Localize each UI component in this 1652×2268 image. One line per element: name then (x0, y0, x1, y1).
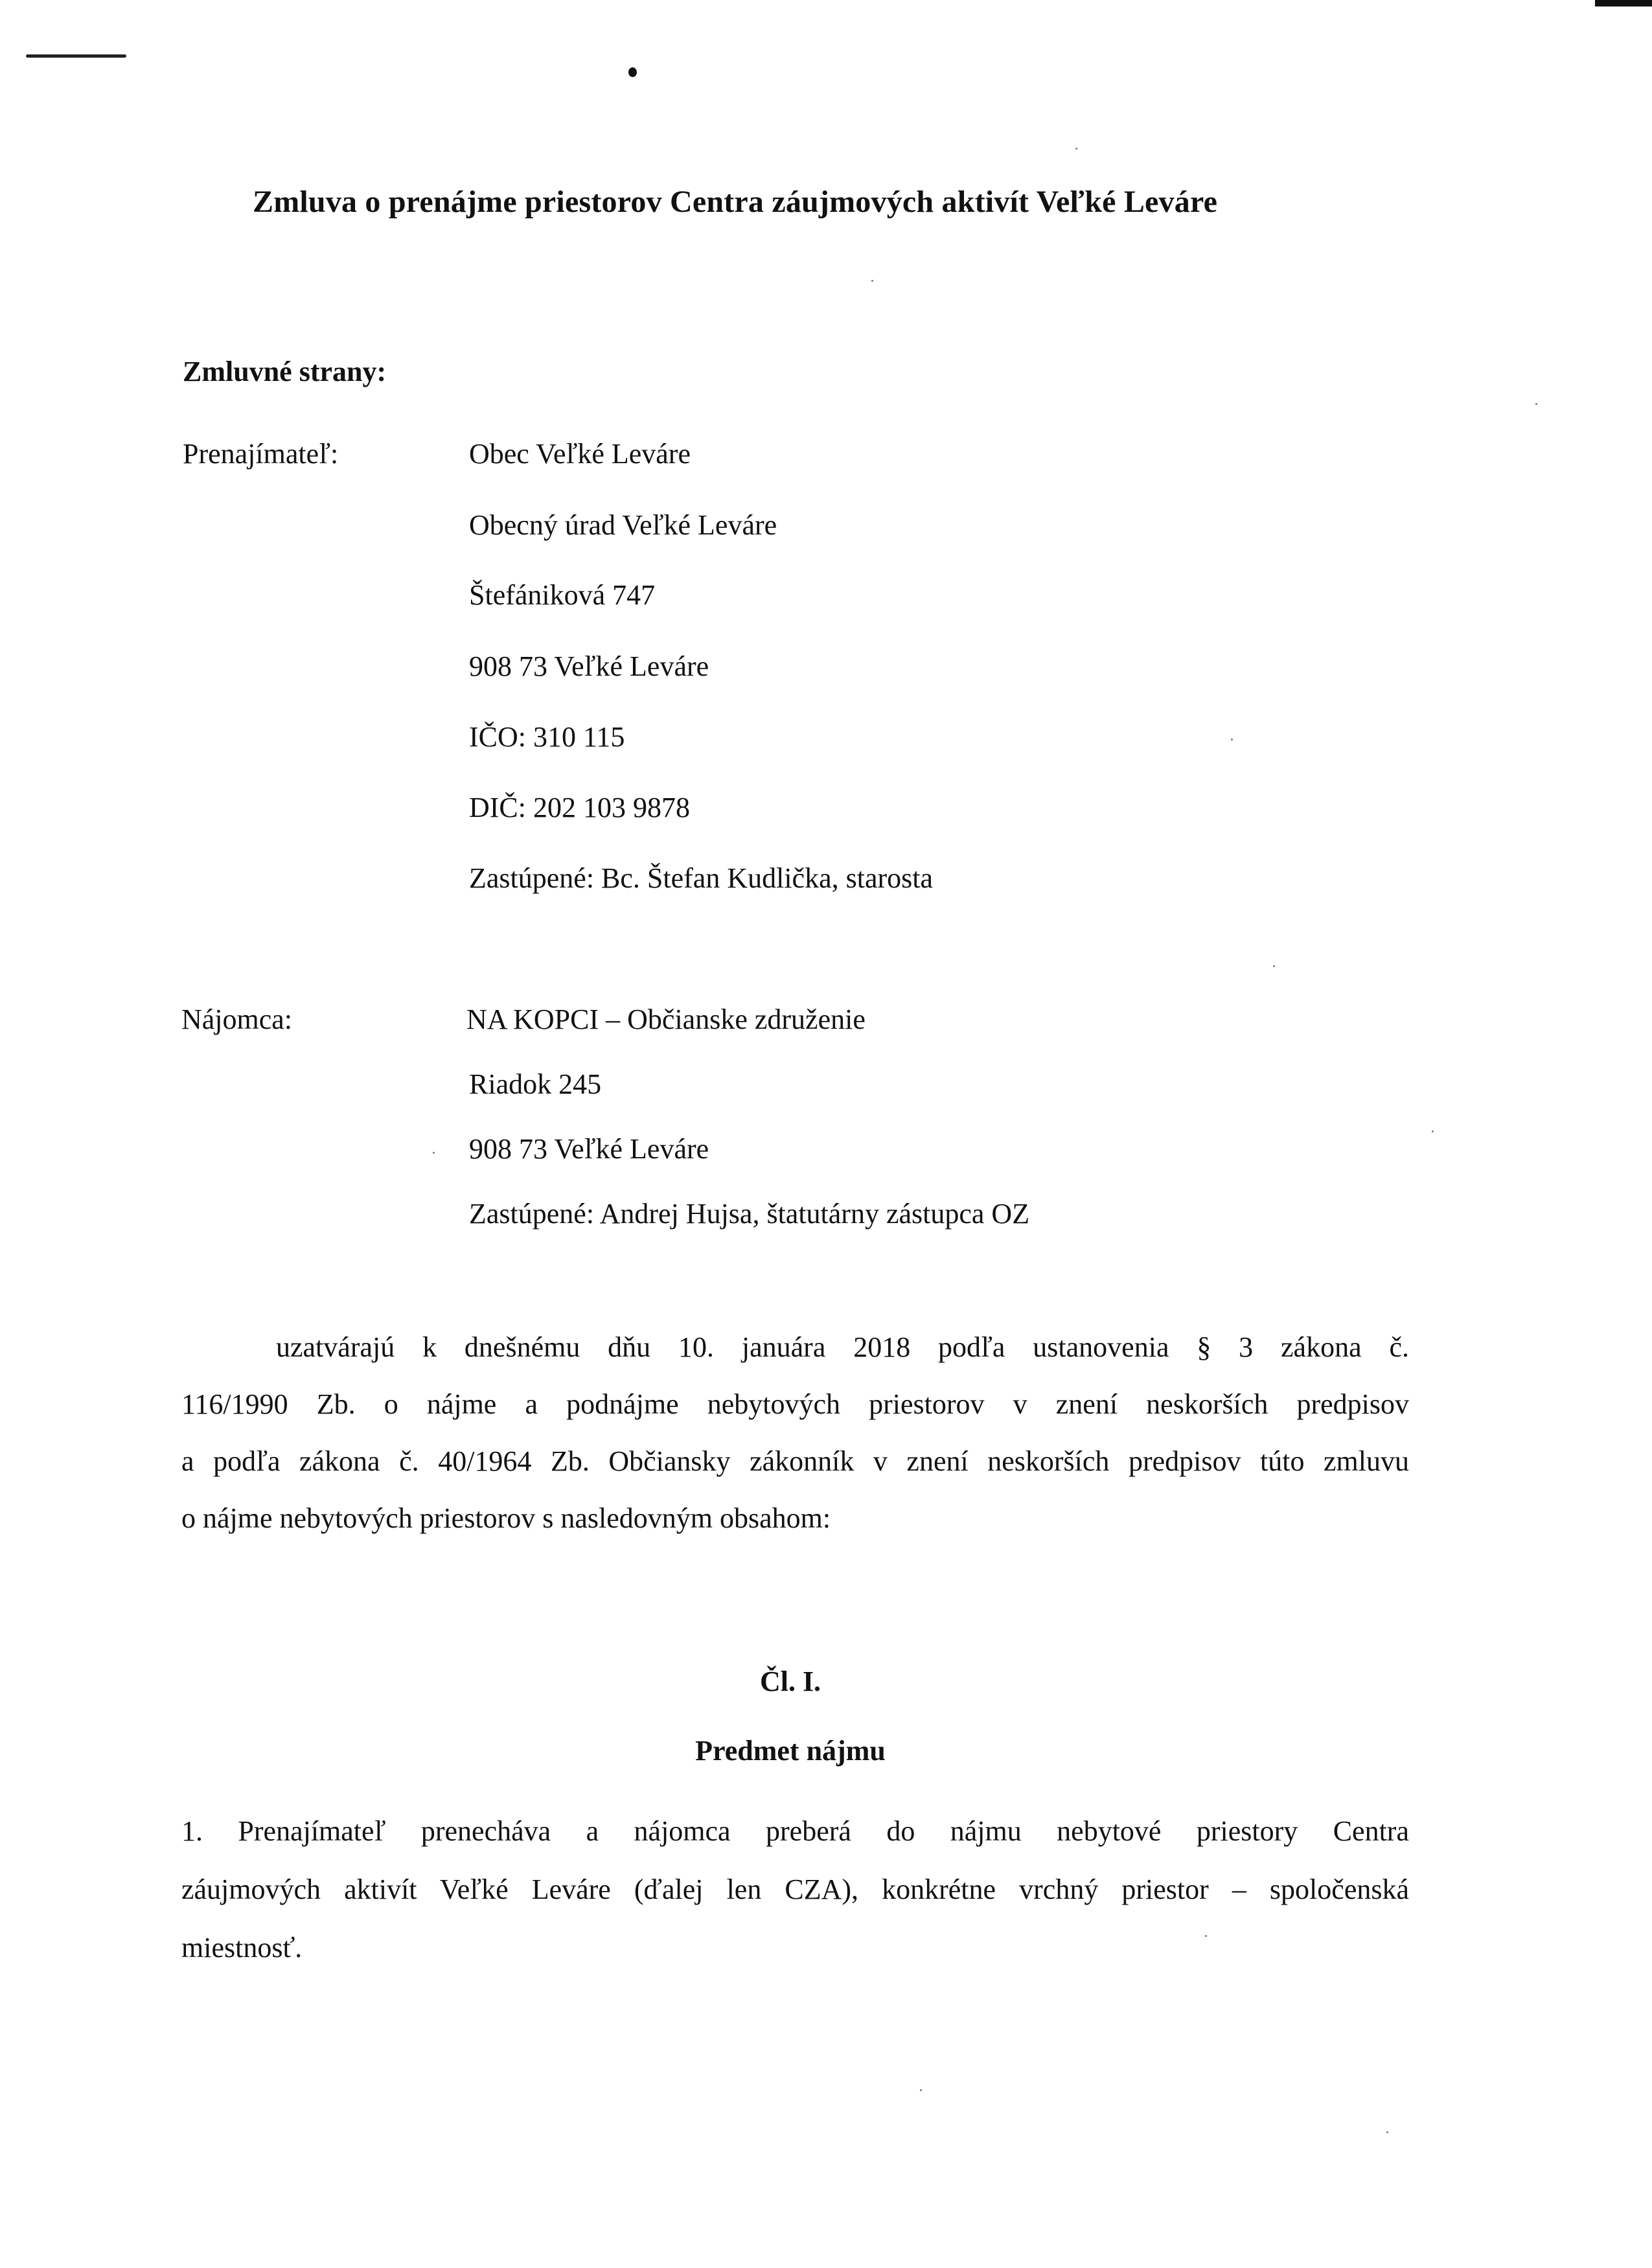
paragraph-line: 1. Prenajímateľ prenecháva a nájomca preberá do nájmu nebytové priestory Centra (181, 1815, 1409, 1847)
scan-speck (1535, 403, 1537, 405)
landlord-line: Obec Veľké Leváre (469, 438, 691, 470)
tenant-line: Riadok 245 (469, 1068, 602, 1100)
scan-dot (628, 67, 637, 77)
article-title: Predmet nájmu (695, 1735, 886, 1767)
landlord-line: Štefániková 747 (469, 579, 656, 611)
intro-line: o nájme nebytových priestorov s nasledovným obsahom: (181, 1502, 831, 1534)
tenant-line: 908 73 Veľké Leváre (469, 1133, 709, 1165)
scan-speck (1273, 965, 1275, 967)
intro-line: 116/1990 Zb. o nájme a podnájme nebytových priestorov v znení neskorších predpisov (181, 1388, 1409, 1420)
scan-speck (920, 2089, 922, 2091)
intro-line: a podľa zákona č. 40/1964 Zb. Občiansky zákonník v znení neskorších predpisov túto zmluvu (181, 1445, 1409, 1477)
landlord-line: IČO: 310 115 (469, 721, 625, 753)
intro-paragraph (181, 1319, 1409, 1547)
article-paragraph (181, 1802, 1409, 1977)
tenant-line: NA KOPCI – Občianske združenie (466, 1003, 866, 1035)
paragraph-line: miestnosť. (181, 1932, 303, 1964)
document-title: Zmluva o prenájme priestorov Centra záujmových aktivít Veľké Leváre (253, 185, 1218, 219)
paragraph-line: záujmových aktivít Veľké Leváre (ďalej len CZA), konkrétne vrchný priestor – spoločenská (181, 1873, 1409, 1905)
scan-speck (1432, 1130, 1434, 1132)
scan-speck (1231, 739, 1233, 740)
article-number: Čl. I. (759, 1666, 821, 1697)
parties-heading: Zmluvné strany: (183, 356, 387, 387)
scan-mark (1595, 0, 1652, 6)
landlord-line: 908 73 Veľké Leváre (469, 650, 709, 682)
scan-speck (871, 280, 873, 282)
landlord-line: Obecný úrad Veľké Leváre (469, 509, 777, 541)
landlord-line: DIČ: 202 103 9878 (469, 792, 690, 823)
scan-speck (1075, 148, 1077, 150)
tenant-label: Nájomca: (181, 1003, 293, 1035)
landlord-line: Zastúpené: Bc. Štefan Kudlička, starosta (469, 862, 934, 894)
scan-mark (26, 54, 126, 58)
landlord-label: Prenajímateľ: (183, 438, 339, 470)
scan-speck (1386, 2131, 1388, 2133)
tenant-line: Zastúpené: Andrej Hujsa, štatutárny zástupca OZ (469, 1198, 1030, 1230)
scan-speck (433, 1152, 435, 1154)
intro-line: uzatvárajú k dnešnému dňu 10. januára 2018 podľa ustanovenia § 3 zákona č. (276, 1331, 1409, 1363)
